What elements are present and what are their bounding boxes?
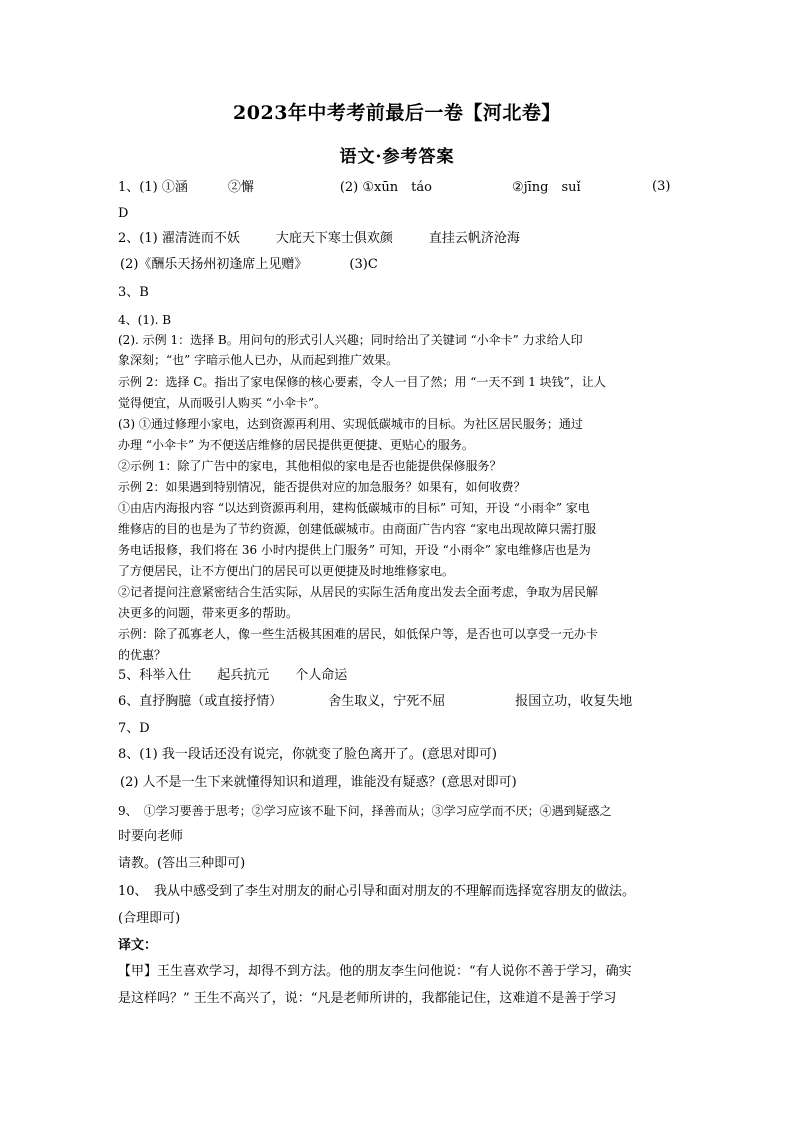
q4-line: 维修店的目的也是为了节约资源，创建低碳城市。由商面广告内容 “家电出现故障只需打服 — [118, 522, 596, 536]
q4-line: 的优惠？ — [118, 648, 167, 662]
q4-line: 觉得便宜，从而吸引人购买 “小伞卡”。 — [118, 396, 327, 410]
q1-part-c: (2) ①xūn táo — [339, 180, 432, 195]
q2-line-1 — [118, 230, 520, 248]
translation-heading: 译文： — [118, 938, 158, 953]
q4-line: 了方便居民，让不方便出门的居民可以更便捷及时地维修家电。 — [118, 564, 455, 578]
q2-part-c: 直挂云帆济沧海 — [428, 231, 520, 246]
q1-part-a: 1、(1) ①涵 — [118, 180, 188, 195]
q4-line: (2). 示例 1：选择 B。用问句的形式引人兴趣；同时给出了关键词 “小伞卡” 力求给人印 — [118, 333, 583, 347]
q4-line: 示例 2：如果遇到特别情况，能否提供对应的加急服务？如果有，如何收费？ — [118, 480, 526, 494]
q6-line — [118, 693, 632, 711]
q4-line: 4、(1). B — [118, 313, 172, 327]
q4-line: 示例 2：选择 C。指出了家电保修的核心要素，令人一目了然；用 “一天不到 1 块钱”，让人 — [118, 375, 606, 389]
q1-part-f: D — [118, 206, 129, 221]
q4-line: ②示例 1：除了广告中的家电，其他相似的家电是否也能提供保修服务？ — [118, 459, 502, 473]
q2-part-e: (3)C — [349, 257, 378, 272]
q4-line: 象深刻；“也” 字暗示他人已办，从而起到推广效果。 — [118, 353, 399, 367]
translation-line-2: 是这样吗？” 王生不高兴了，说：“凡是老师所讲的，我都能记住，这难道不是善于学习 — [118, 991, 617, 1006]
q9-line-2: 时要向老师 — [118, 829, 184, 844]
q2-part-b: 大庇天下寒士俱欢颜 — [275, 231, 393, 246]
q4-line: 办理 “小伞卡” 为不便送店维修的居民提供更便捷、更贴心的服务。 — [118, 438, 474, 452]
q10-line-2: (合理即可) — [118, 911, 181, 926]
q3-answer: 3、B — [118, 285, 149, 300]
q1-line — [118, 179, 581, 197]
q8-line-2: (2) 人不是一生下来就懂得知识和道理，谁能没有疑惑？(意思对即可) — [120, 775, 517, 790]
q1-part-d: ②jīng suǐ — [511, 180, 581, 195]
q2-line-2 — [120, 256, 378, 274]
q10-line-1: 10、 我从中感受到了李生对朋友的耐心引导和面对朋友的不理解而选择宽容朋友的做法。 — [118, 884, 636, 899]
q4-line: ②记者提问注意紧密结合生活实际，从居民的实际生活角度出发去全面考虑，争取为居民解 — [118, 585, 599, 599]
q5-part-b: 起兵抗元 — [217, 668, 270, 683]
q8-line-1: 8、(1) 我一段话还没有说完，你就变了脸色离开了。(意思对即可) — [118, 747, 497, 762]
q7-answer: 7、D — [118, 721, 150, 736]
q5-part-a: 5、科举入仕 — [118, 668, 192, 683]
q2-part-a: 2、(1) 濯清涟而不妖 — [118, 231, 240, 246]
q6-part-a: 6、直抒胸臆（或直接抒情） — [118, 694, 283, 709]
q4-line: 示例：除了孤寡老人，像一些生活极其困难的居民，如低保户等，是否也可以享受一元办卡 — [118, 627, 599, 641]
q6-part-c: 报国立功，收复失地 — [515, 694, 633, 709]
q9-line-1: 9、 ①学习要善于思考；②学习应该不耻下问，择善而从；③学习应学而不厌；④遇到疑惑之 — [118, 804, 612, 818]
q4-line: (3) ①通过修理小家电，达到资源再利用、实现低碳城市的目标。为社区居民服务；通过 — [118, 417, 583, 431]
q5-part-c: 个人命运 — [295, 668, 348, 683]
q1-part-e: (3) — [652, 179, 671, 194]
q4-line: ①由店内海报内容 “以达到资源再利用，建构低碳城市的目标” 可知，开设 “小雨伞” 家电 — [118, 501, 590, 515]
q4-line: 决更多的问题，带来更多的帮助。 — [118, 606, 299, 620]
q6-part-b: 舍生取义，宁死不屈 — [328, 694, 446, 709]
page-subtitle: 语文·参考答案 — [339, 147, 455, 167]
q2-part-d: (2)《酬乐天扬州初逢席上见赠》 — [120, 257, 308, 272]
page-title: 2023年中考考前最后一卷【河北卷】 — [233, 102, 561, 124]
q1-part-b: ②懈 — [227, 180, 254, 195]
q5-line — [118, 667, 347, 685]
q4-line: 务电话报修，我们将在 36 小时内提供上门服务” 可知，开设 “小雨伞” 家电维修店也是为 — [118, 543, 591, 557]
translation-line-1: 【甲】王生喜欢学习，却得不到方法。他的朋友李生问他说：“有人说你不善于学习，确实 — [118, 964, 632, 979]
q9-line-3: 请教。(答出三种即可) — [118, 856, 246, 871]
